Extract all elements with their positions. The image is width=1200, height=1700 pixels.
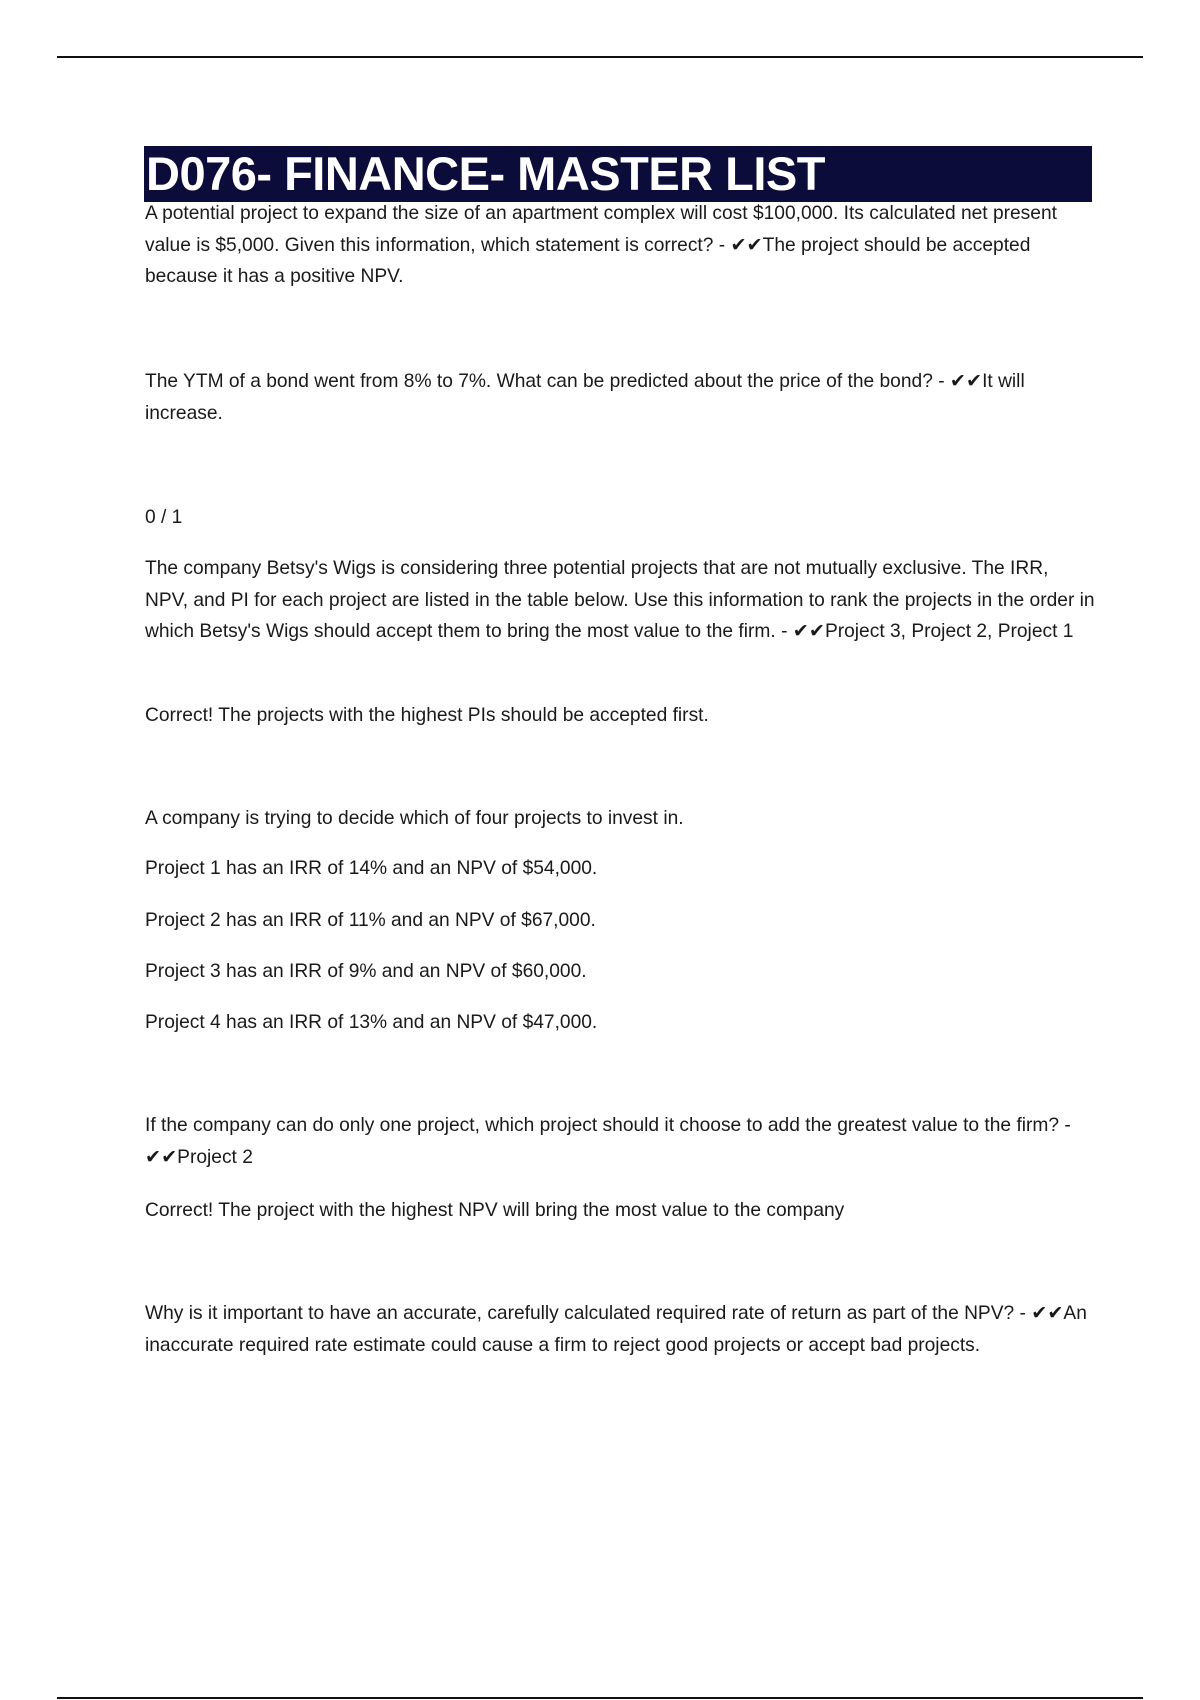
score-label: 0 / 1 [145, 507, 183, 528]
project-3-line: Project 3 has an IRR of 9% and an NPV of $60,000. [145, 961, 587, 982]
question-apartment-npv: A potential project to expand the size of an apartment complex will cost $100,000. Its calculated net present value is $5,000. Given this information, which statement is correct? - ✔✔The project should be accepted because it has a positive NPV. [145, 203, 1057, 287]
question-one-project: If the company can do only one project, which project should it choose to add the greatest value to the firm? - ✔✔Project 2 [145, 1115, 1071, 1168]
document-title: D076- FINANCE- MASTER LIST [146, 147, 825, 200]
question-required-rate: Why is it important to have an accurate, carefully calculated required rate of return as part of the NPV? - ✔✔An inaccurate required rate estimate could cause a firm to reject good projects or accept bad projects. [145, 1303, 1087, 1356]
bottom-rule [57, 1697, 1143, 1699]
question-four-projects-intro: A company is trying to decide which of four projects to invest in. [145, 808, 684, 829]
question-bond-ytm: The YTM of a bond went from 8% to 7%. What can be predicted about the price of the bond? - ✔✔It will increase. [145, 371, 1025, 424]
top-rule [57, 56, 1143, 58]
question-betsys-wigs: The company Betsy's Wigs is considering three potential projects that are not mutually exclusive. The IRR, NPV, and PI for each project are listed in the table below. Use this information to rank the projects in the order in which Betsy's Wigs should accept them to bring the most value to the firm. - ✔✔Project 3, Project 2, Project 1 [145, 558, 1095, 642]
feedback-pi: Correct! The projects with the highest PIs should be accepted first. [145, 705, 709, 726]
document-title-bar [144, 146, 1092, 202]
project-4-line: Project 4 has an IRR of 13% and an NPV of $47,000. [145, 1012, 598, 1033]
project-1-line: Project 1 has an IRR of 14% and an NPV of $54,000. [145, 858, 598, 879]
project-2-line: Project 2 has an IRR of 11% and an NPV of $67,000. [145, 910, 596, 931]
feedback-npv: Correct! The project with the highest NPV will bring the most value to the company [145, 1200, 845, 1221]
